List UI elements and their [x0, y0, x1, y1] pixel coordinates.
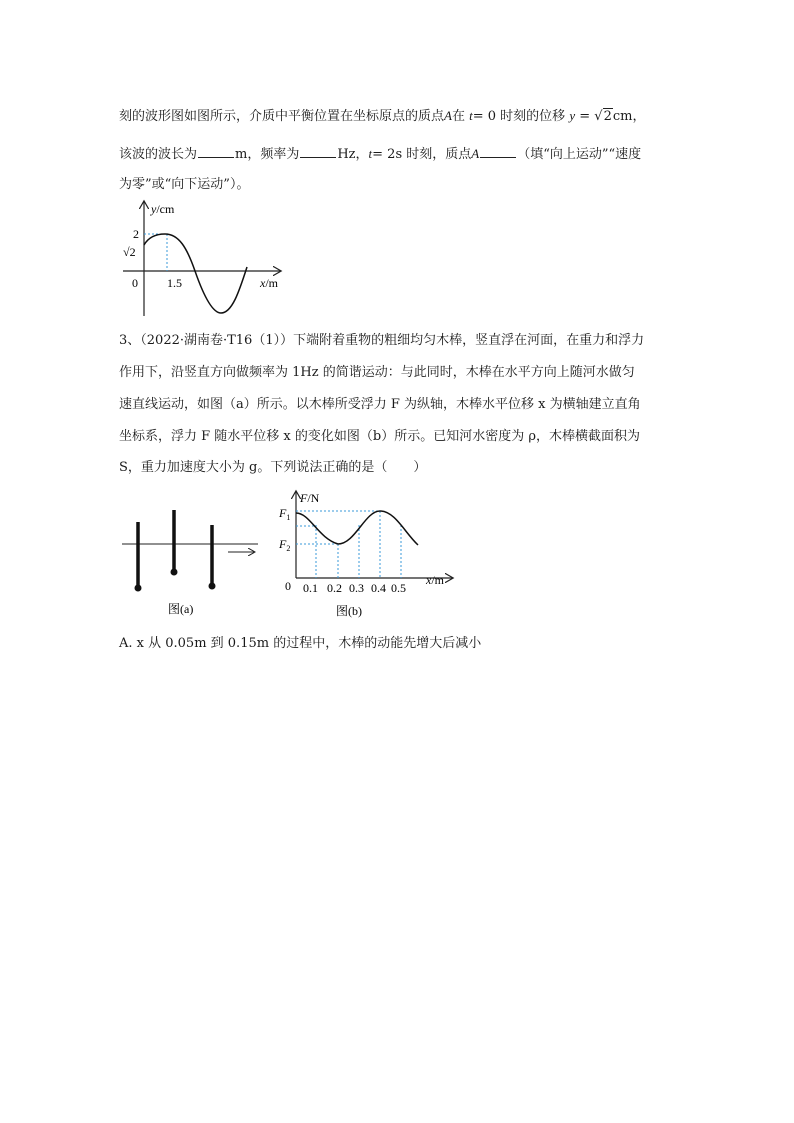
- origin-label: 0: [132, 276, 138, 290]
- x-axis-label: x/m: [260, 276, 278, 290]
- tick-sqrt2: √2: [123, 245, 136, 259]
- q3-line-5: S，重力加速度大小为 g。下列说法正确的是（ ）: [119, 460, 427, 475]
- q2-line-3: 为零”或“向下运动”）。: [119, 177, 250, 192]
- figure-a: [118, 505, 268, 620]
- x-tick: 0.2: [327, 581, 342, 595]
- q3-line-3: 速直线运动，如图（a）所示。以木棒所受浮力 F 为纵轴，木棒水平位移 x 为横轴建立直角: [119, 397, 641, 412]
- tick-1-5: 1.5: [167, 276, 182, 290]
- frequency-blank: [300, 145, 336, 158]
- figure-b: [270, 488, 460, 623]
- x-tick: 0.4: [371, 581, 386, 595]
- f-axis-label: F/N: [300, 491, 320, 505]
- option-a: A. x 从 0.05m 到 0.15m 的过程中，木棒的动能先增大后减小: [119, 636, 482, 651]
- q3-line-1: 3、（2022·湖南卷·T16（1））下端附着重物的粗细均匀木棒，竖直浮在河面，在重力和浮力: [119, 333, 645, 348]
- x-tick: 0.3: [349, 581, 364, 595]
- sqrt-two: √2: [594, 109, 612, 124]
- f1-label: $F_1$: [279, 506, 291, 522]
- f2-label: $F_2$: [279, 537, 291, 553]
- q3-line-4: 坐标系，浮力 F 随水平位移 x 的变化如图（b）所示。已知河水密度为 ρ，木棒横截面积为: [119, 429, 640, 444]
- caption-a: 图(a): [168, 602, 194, 616]
- wave-curve: [144, 234, 247, 313]
- q3-line-2: 作用下，沿竖直方向做频率为 1Hz 的简谐运动：与此同时，木棒在水平方向上随河水做匀: [119, 365, 635, 380]
- caption-b: 图(b): [336, 604, 362, 618]
- origin-b: 0: [285, 579, 291, 593]
- wavelength-blank: [198, 145, 234, 158]
- tick-2: 2: [133, 227, 139, 241]
- wave-figure: [115, 198, 290, 320]
- rod-1: [135, 522, 142, 592]
- q2-line-1: 刻的波形图如图所示，介质中平衡位置在坐标原点的质点A在 t= 0 时刻的位移 y = √2cm，: [119, 108, 646, 124]
- rod-3: [209, 525, 216, 590]
- x-tick: 0.5: [391, 581, 406, 595]
- rod-2: [171, 510, 178, 576]
- motion-blank: [480, 145, 516, 158]
- y-axis-label: y/cm: [151, 202, 175, 216]
- guide-lines: [296, 511, 401, 578]
- buoyancy-curve: [296, 511, 418, 545]
- q2-line-2: 该波的波长为 m，频率为 Hz，t= 2s 时刻，质点A （填“向上运动”“速度: [119, 146, 642, 162]
- x-tick: 0.1: [303, 581, 318, 595]
- x-axis-label-b: x/m: [426, 573, 444, 587]
